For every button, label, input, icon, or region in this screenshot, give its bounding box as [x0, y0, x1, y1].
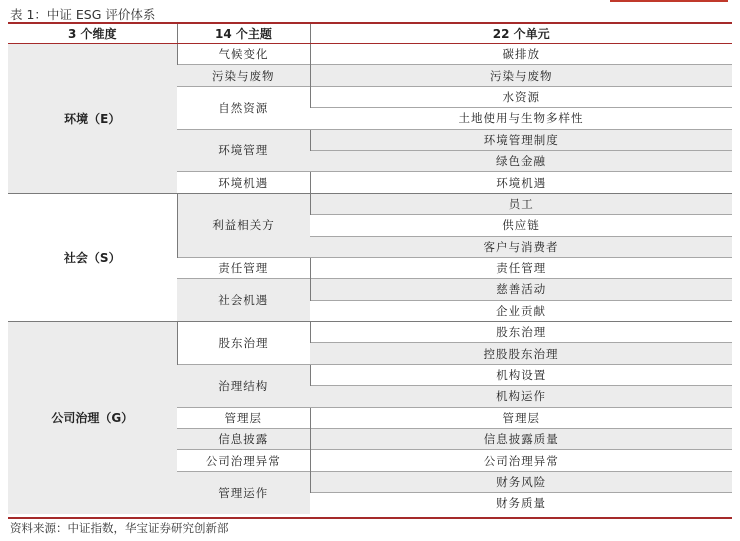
theme-cell: 环境机遇 — [177, 172, 310, 193]
table-row — [8, 44, 732, 65]
unit-cell: 慈善活动 — [310, 279, 732, 300]
esg-evaluation-table — [8, 24, 732, 514]
table-row — [8, 322, 732, 343]
dimension-social: 社会（S） — [8, 193, 177, 321]
unit-cell: 责任管理 — [310, 257, 732, 278]
header-row — [8, 24, 732, 44]
unit-cell: 企业贡献 — [310, 300, 732, 321]
theme-cell: 环境管理 — [177, 129, 310, 172]
table-caption: 表 1：中证 ESG 评价体系 — [10, 7, 156, 22]
unit-cell: 污染与废物 — [310, 65, 732, 86]
unit-cell: 供应链 — [310, 215, 732, 236]
unit-cell: 水资源 — [310, 86, 732, 107]
unit-cell: 土地使用与生物多样性 — [310, 108, 732, 129]
unit-cell: 管理层 — [310, 407, 732, 428]
unit-cell: 信息披露质量 — [310, 429, 732, 450]
unit-cell: 公司治理异常 — [310, 450, 732, 471]
theme-cell: 污染与废物 — [177, 65, 310, 86]
unit-cell: 机构运作 — [310, 386, 732, 407]
dimension-governance: 公司治理（G） — [8, 322, 177, 514]
table-row — [8, 193, 732, 214]
theme-cell: 公司治理异常 — [177, 450, 310, 471]
header-themes: 14 个主题 — [177, 24, 310, 44]
theme-cell: 社会机遇 — [177, 279, 310, 322]
unit-cell: 碳排放 — [310, 44, 732, 65]
unit-cell: 股东治理 — [310, 322, 732, 343]
unit-cell: 机构设置 — [310, 364, 732, 385]
theme-cell: 责任管理 — [177, 257, 310, 278]
top-accent-bar — [610, 0, 728, 2]
source-note: 资料来源：中证指数，华宝证券研究创新部 — [10, 521, 229, 535]
theme-cell: 气候变化 — [177, 44, 310, 65]
theme-cell: 管理层 — [177, 407, 310, 428]
unit-cell: 财务质量 — [310, 493, 732, 514]
theme-cell: 信息披露 — [177, 429, 310, 450]
unit-cell: 环境机遇 — [310, 172, 732, 193]
unit-cell: 控股股东治理 — [310, 343, 732, 364]
theme-cell: 治理结构 — [177, 364, 310, 407]
table-bottom-rule — [8, 517, 732, 519]
header-dimensions: 3 个维度 — [8, 24, 177, 44]
dimension-environment: 环境（E） — [8, 44, 177, 194]
theme-cell: 利益相关方 — [177, 193, 310, 257]
theme-cell: 自然资源 — [177, 86, 310, 129]
theme-cell: 管理运作 — [177, 471, 310, 513]
theme-cell: 股东治理 — [177, 322, 310, 365]
unit-cell: 财务风险 — [310, 471, 732, 492]
unit-cell: 客户与消费者 — [310, 236, 732, 257]
unit-cell: 员工 — [310, 193, 732, 214]
unit-cell: 绿色金融 — [310, 150, 732, 171]
unit-cell: 环境管理制度 — [310, 129, 732, 150]
header-units: 22 个单元 — [310, 24, 732, 44]
